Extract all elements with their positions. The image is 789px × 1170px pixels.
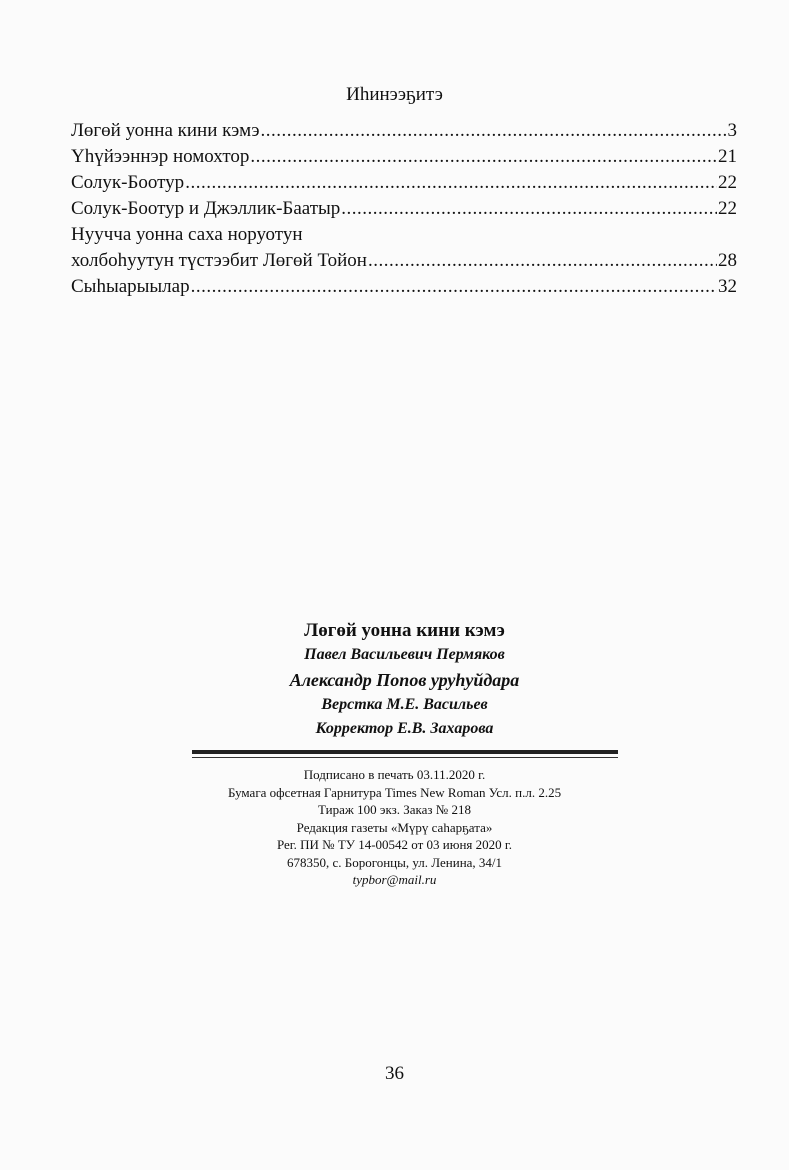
- toc-entry-title-line2: холбоhуутун түстээбит Лөгөй Тойон: [71, 250, 367, 271]
- author-name: Павел Васильевич Пермяков: [304, 646, 505, 663]
- toc-entry-title-line1[interactable]: Нуучча уонна саха норуотун: [71, 224, 303, 245]
- imprint-email[interactable]: typbor@mail.ru: [352, 872, 437, 887]
- divider-thick: [192, 750, 618, 754]
- toc-entry-page: 32: [718, 276, 737, 297]
- corrector-credit: Корректор Е.В. Захарова: [315, 720, 494, 737]
- illustrator-credit: Александр Попов уруhуйдара: [289, 670, 520, 690]
- toc-entry-page: 28: [718, 250, 737, 271]
- toc-entry-title: Сыhыарыылар: [71, 276, 190, 297]
- dot-leader: [250, 144, 717, 170]
- imprint-registration: Рег. ПИ № ТУ 14-00542 от 03 июня 2020 г.: [276, 837, 513, 852]
- imprint-signed: Подписано в печать 03.11.2020 г.: [303, 767, 486, 782]
- divider-thin: [192, 757, 618, 758]
- book-title: Лөгөй уонна кини кэмэ: [304, 620, 505, 641]
- dot-leader: [261, 118, 727, 144]
- imprint-print-run: Тираж 100 экз. Заказ № 218: [318, 802, 471, 817]
- page-number: 36: [385, 1063, 404, 1084]
- toc-entry-page: 22: [718, 172, 737, 193]
- toc-entry-title: Лөгөй уонна кини кэмэ: [71, 120, 260, 141]
- toc-entry-page: 22: [718, 198, 737, 219]
- toc-entry-title: Солук-Боотур: [71, 172, 185, 193]
- toc-entry-page: 21: [718, 146, 737, 167]
- colophon: [0, 618, 789, 741]
- toc-entry-page: 3: [727, 120, 737, 141]
- layout-credit: Верстка М.Е. Васильев: [321, 696, 488, 713]
- dot-leader: [191, 274, 717, 300]
- toc-entry[interactable]: [71, 248, 737, 274]
- dot-leader: [185, 170, 717, 196]
- imprint-paper: Бумага офсетная Гарнитура Times New Roman Усл. п.л. 2.25: [227, 784, 562, 800]
- imprint-block: [0, 766, 789, 889]
- dot-leader: [368, 248, 717, 274]
- imprint-editorial: Редакция газеты «Мүрү саhарҕата»: [296, 819, 493, 835]
- toc-entry[interactable]: [71, 196, 737, 222]
- toc-entry-title: Үhүйээннэр номохтор: [71, 146, 250, 167]
- dot-leader: [341, 196, 717, 222]
- toc-entry[interactable]: [71, 118, 737, 144]
- table-of-contents: [71, 118, 737, 300]
- toc-entry-title: Солук-Боотур и Джэллик-Баатыр: [71, 198, 341, 219]
- toc-heading: Иhинээҕитэ: [346, 84, 443, 105]
- toc-entry[interactable]: [71, 144, 737, 170]
- imprint-address: 678350, с. Борогонцы, ул. Ленина, 34/1: [286, 854, 503, 870]
- toc-entry[interactable]: [71, 170, 737, 196]
- toc-entry[interactable]: [71, 274, 737, 300]
